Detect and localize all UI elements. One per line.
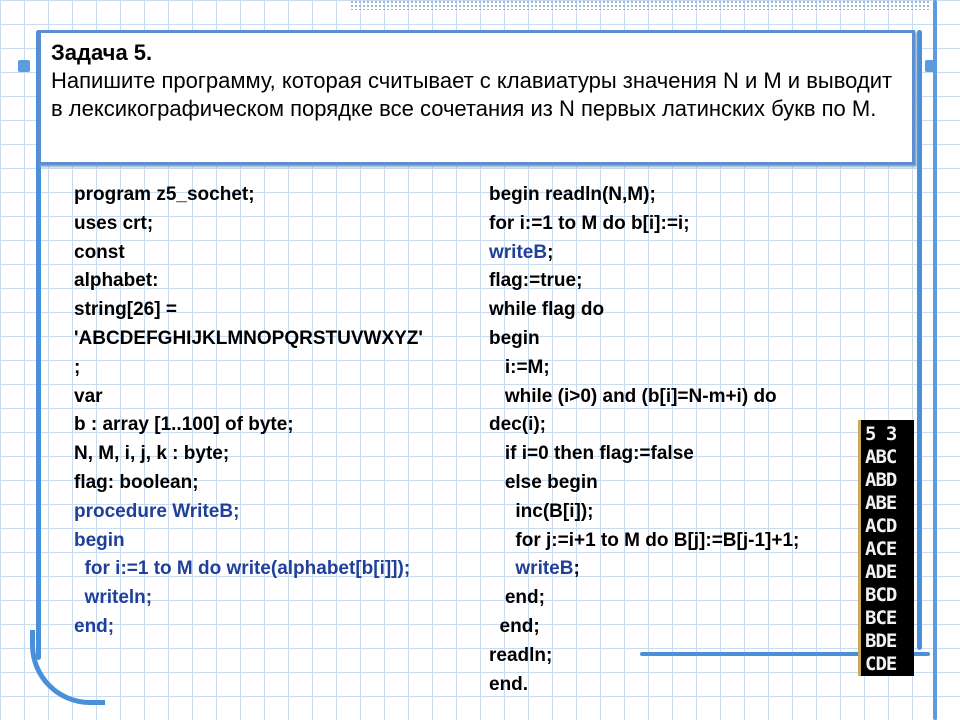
console-line: CDE [865,653,897,675]
code-column-left [74,181,423,642]
code-token: begin readln(N,M); [489,184,656,205]
code-line: alphabet: [74,270,159,292]
task-description: Напишите программу, которая считывает с клавиатуры значения N и M и выводит в лексикографическом порядке все сочетания из N первых латинских букв по M. [51,68,893,121]
frame-knob-right [925,60,937,72]
code-token: while (i>0) and (b[i]=N-m+i) do [489,385,777,407]
code-line [489,555,799,584]
code-line [489,210,799,239]
code-line [489,440,799,469]
code-token: i:=M; [489,356,550,378]
code-line [489,469,799,498]
code-line: N, M, i, j, k : byte; [74,443,230,465]
code-token: ; [573,558,580,580]
code-line: uses crt; [74,212,154,234]
console-line: BCD [865,584,897,606]
code-token: ; [547,241,554,263]
console-line: ABC [865,446,897,468]
code-line: var [74,385,103,407]
top-dotted-border [350,0,930,10]
code-line [489,584,799,613]
console-output [858,420,914,676]
code-token: for j:=i+1 to M do B[j]:=B[j-1]+1; [489,529,800,551]
code-line: procedure WriteB; [74,500,240,522]
code-line [489,181,799,210]
code-line: begin [74,529,125,551]
code-line [489,411,799,440]
right-frame-line [917,30,922,650]
code-token: begin [489,327,540,349]
code-line: end; [74,615,115,637]
code-line: 'ABCDEFGHIJKLMNOPQRSTUVWXYZ' [74,327,423,349]
code-token: if i=0 then flag:=false [489,443,694,465]
frame-knob-left [18,60,30,72]
code-line: b : array [1..100] of byte; [74,414,294,436]
console-line: BCE [865,607,897,629]
code-line: ; [74,356,81,378]
code-line: const [74,241,125,263]
outer-right-frame-line [933,0,937,720]
code-line: string[26] = [74,299,177,321]
code-token: readln; [489,644,553,666]
task-box [38,30,915,165]
code-token: end; [489,587,545,609]
console-line: ADE [865,561,897,583]
code-token: flag:=true; [489,270,583,292]
code-token: dec(i); [489,414,546,436]
console-line: ABE [865,492,897,514]
code-line: program z5_sochet; [74,184,255,205]
code-token: writeB [489,241,548,263]
code-line [489,354,799,383]
console-line: ACD [865,515,897,537]
console-line: ACE [865,538,897,560]
code-token: else begin [489,471,598,493]
code-line [489,296,799,325]
code-token: end; [489,615,540,637]
code-line [489,671,799,700]
code-line [489,383,799,412]
code-token: inc(B[i]); [489,500,594,522]
code-token: for i:=1 to M do b[i]:=i; [489,212,690,234]
code-line: flag: boolean; [74,471,199,493]
console-line: 5 3 [865,423,897,445]
console-line: ABD [865,469,897,491]
code-token: end. [489,673,529,695]
code-line [489,325,799,354]
code-line [489,267,799,296]
code-line: for i:=1 to M do write(alphabet[b[i]]); [74,558,411,580]
code-token: while flag do [489,299,605,321]
code-line: writeln; [74,587,153,609]
code-line [489,613,799,642]
code-line [489,239,799,268]
console-line: BDE [865,630,897,652]
code-line [489,527,799,556]
code-line [489,642,799,671]
task-title: Задача 5. [51,40,153,65]
code-token: writeB [489,558,574,580]
code-column-right [489,181,799,699]
code-line [489,498,799,527]
